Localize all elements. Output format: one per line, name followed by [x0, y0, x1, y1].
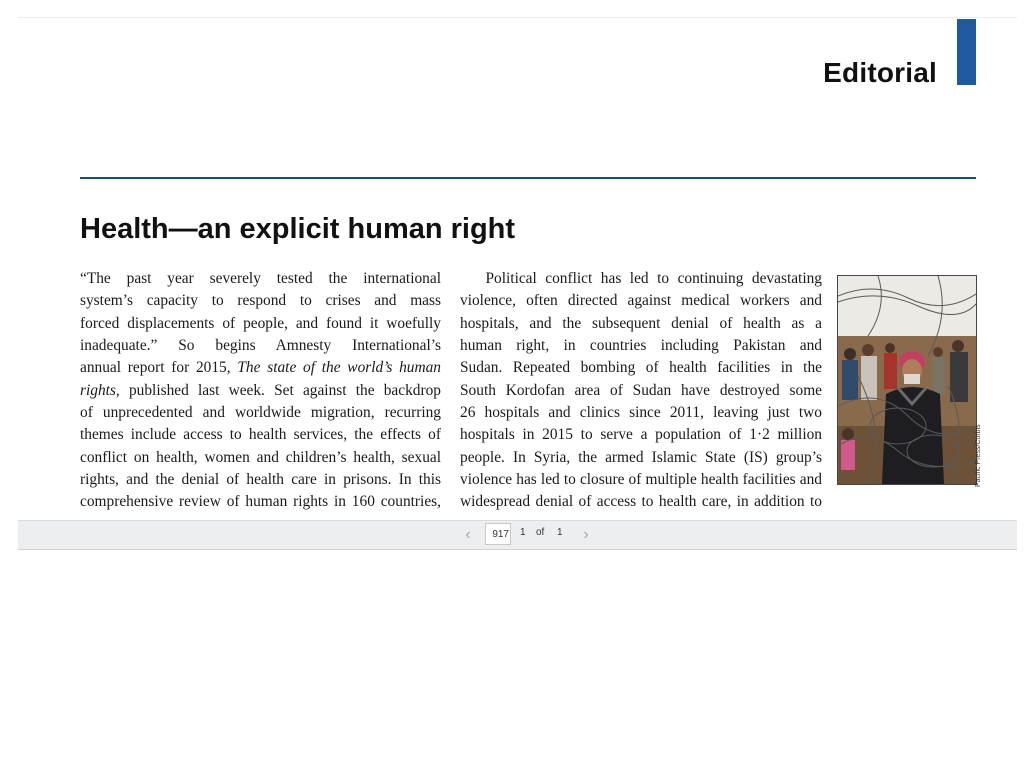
text-line-mixed — [80, 380, 441, 402]
text-line: 26 hospitals and clinics since 2011, leaving just two — [460, 404, 822, 422]
text-line: Sudan. Repeated bombing of health facilities in the — [460, 359, 822, 377]
text-line: Political conflict has led to continuing devastating — [460, 270, 822, 287]
report-title-italic: The state of the world’s human — [237, 359, 441, 377]
text-line: violence has led to closure of multiple health facilities and — [460, 471, 822, 489]
article-photo — [837, 275, 977, 485]
text-line: system’s capacity to respond to crises and mass — [80, 292, 441, 310]
text-line-mixed — [80, 357, 441, 379]
page-top-rule — [18, 17, 1017, 18]
text-line: South Kordofan area of Sudan have destroyed some — [460, 381, 822, 399]
current-page-number: 1 — [520, 527, 526, 538]
section-color-bar — [957, 19, 976, 85]
page-of-label: of — [536, 527, 545, 538]
text-line: themes include access to health services, the effects of — [80, 426, 441, 444]
text-line: violence, often directed against medical workers and — [460, 292, 822, 310]
refugee-photo-illustration — [838, 276, 976, 484]
previous-page-button[interactable]: ‹ — [465, 526, 471, 543]
text-fragment: published last week. Set against the backdrop — [119, 381, 441, 399]
text-line: hospitals, and the subsequent denial of health as a — [460, 314, 822, 332]
document-page — [18, 17, 1017, 549]
next-page-button[interactable]: › — [583, 526, 589, 543]
text-line: “The past year severely tested the international — [80, 270, 441, 287]
pdf-viewer-toolbar — [18, 520, 1017, 550]
text-line: inadequate.” So begins Amnesty International’s — [80, 337, 441, 355]
header-divider — [80, 177, 976, 179]
text-line: conflict on health, women and children’s health, sexual — [80, 448, 441, 466]
page-number-input[interactable]: 917 — [485, 523, 511, 545]
section-label: Editorial — [823, 57, 937, 88]
text-line: widespread denial of access to health care, in addition to — [460, 493, 822, 511]
report-title-italic-end: rights, — [80, 381, 120, 399]
text-line: forced displacements of people, and found it woefully — [80, 314, 441, 332]
text-line: human right, in countries including Pakistan and — [460, 337, 822, 355]
photo-credit: Pacific Press/Corbis — [975, 424, 982, 487]
total-pages: 1 — [557, 527, 563, 538]
article-column-right — [460, 268, 822, 514]
text-line: hospitals in 2015 to serve a population of 1·2 million — [460, 426, 822, 444]
text-line: of unprecedented and worldwide migration, recurring — [80, 404, 441, 422]
text-line: rights, and the denial of health care in prisons. In this — [80, 471, 441, 489]
text-line: comprehensive review of human rights in 160 countries, — [80, 493, 441, 511]
article-headline: Health—an explicit human right — [80, 213, 516, 245]
text-fragment: annual report for 2015, — [80, 359, 231, 377]
text-line: people. In Syria, the armed Islamic State (IS) group’s — [460, 448, 822, 466]
article-column-left — [80, 268, 441, 514]
